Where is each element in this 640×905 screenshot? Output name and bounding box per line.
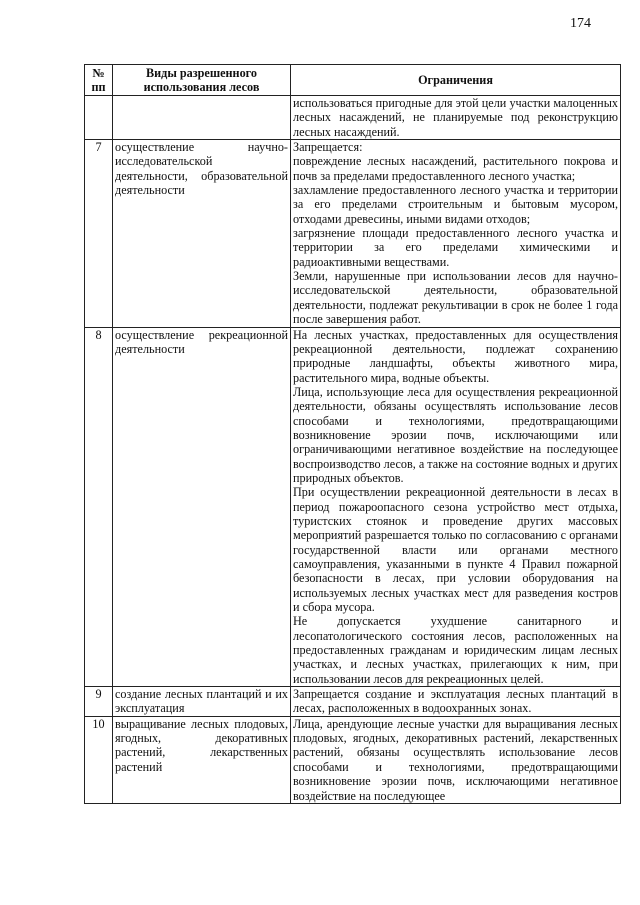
table-row	[85, 327, 621, 687]
row-number: 8	[85, 327, 113, 687]
row-use-type: выращивание лесных плодовых, ягодных, декоративных растений, лекарственных растений	[113, 716, 291, 803]
row-number: 9	[85, 687, 113, 717]
restriction-paragraph: При осуществлении рекреационной деятельности в лесах в период пожароопасного сезона устройство мест отдыха, туристских стоянок и проведение других массовых мероприятий разрешается только по согласованию с органами государственной власти или органами местного самоуправления, указанными в пункте 4 Правил пожарной безопасности в лесах, при условии оборудования на используемых лесных участках мест для разведения костров и сбора мусора.	[293, 485, 618, 615]
restriction-paragraph: повреждение лесных насаждений, растительного покрова и почв за пределами предоставленного лесного участка;	[293, 154, 618, 183]
restriction-paragraph: Лица, арендующие лесные участки для выращивания лесных плодовых, ягодных, декоративных растений, лекарственных растений, обязаны осуществлять использование лесов способами и технологиями, предотвращающими возникновение эрозии почв, исключающими негативное воздействие на последующее	[293, 716, 618, 803]
row-use-type	[113, 96, 291, 140]
table-row	[85, 140, 621, 327]
restriction-paragraph: Земли, нарушенные при использовании лесов для научно-исследовательской деятельности, образовательной деятельности, подлежат рекультивации в срок не более 1 года после завершения работ.	[293, 269, 618, 327]
row-use-type: осуществление научно-исследовательской деятельности, образовательной деятельности	[113, 140, 291, 327]
header-use-types-line-1: Виды разрешенного	[146, 65, 257, 80]
table-row	[85, 687, 621, 717]
table-header-row	[85, 65, 621, 96]
forest-use-table	[84, 64, 621, 804]
restriction-paragraph: Запрещается:	[293, 140, 363, 155]
row-number: 10	[85, 716, 113, 803]
restriction-paragraph: На лесных участках, предоставленных для осуществления рекреационной деятельности, подлежат сохранению природные ландшафты, объекты животного мира, растительного мира, водные объекты.	[293, 327, 618, 385]
header-number-line-1: №	[92, 66, 105, 80]
table-row	[85, 96, 621, 140]
page-number: 174	[570, 16, 591, 31]
restriction-paragraph: загрязнение площади предоставленного лесного участка и территории за его пределами химическими и радиоактивными веществами.	[293, 226, 618, 269]
header-use-types	[113, 65, 291, 96]
restriction-paragraph: Лица, использующие леса для осуществления рекреационной деятельности, обязаны осуществлять использование лесов способами и технологиями, предотвращающими возникновение эрозии почв, исключающими или ограничивающими негативное воздействие на последующее воспроизводство лесов, а также на состояние водных и других природных объектов.	[293, 384, 619, 485]
restriction-paragraph: использоваться пригодные для этой цели участки малоценных лесных насаждений, не планируемые под реконструкцию лесных насаждений.	[293, 96, 618, 139]
row-number	[85, 96, 113, 140]
header-restrictions: Ограничения	[291, 65, 621, 96]
restriction-paragraph: Не допускается ухудшение санитарного и лесопатологического состояния лесов, расположенных на предоставленных гражданам и юридическим лицам лесных участках, и лесных участках, прилегающих к ним, при использовании лесов для рекреационных целей.	[293, 614, 618, 686]
row-restrictions	[291, 96, 621, 140]
row-use-type: осуществление рекреационной деятельности	[113, 327, 291, 687]
header-use-types-line-2: использования лесов	[143, 80, 260, 94]
row-restrictions	[291, 687, 621, 717]
row-number: 7	[85, 140, 113, 327]
restriction-paragraph: Запрещается создание и эксплуатация лесных плантаций в лесах, расположенных в водоохранных зонах.	[293, 687, 618, 716]
restriction-paragraph: захламление предоставленного лесного участка и территории за его пределами строительным и бытовым мусором, отходами древесины, иными видами отходов;	[293, 183, 618, 226]
row-restrictions	[291, 327, 621, 687]
table-row	[85, 716, 621, 803]
header-number-line-2: пп	[91, 80, 106, 94]
row-restrictions	[291, 140, 621, 327]
row-use-type: создание лесных плантаций и их эксплуатация	[113, 687, 291, 717]
header-number	[85, 65, 113, 96]
row-restrictions	[291, 716, 621, 803]
